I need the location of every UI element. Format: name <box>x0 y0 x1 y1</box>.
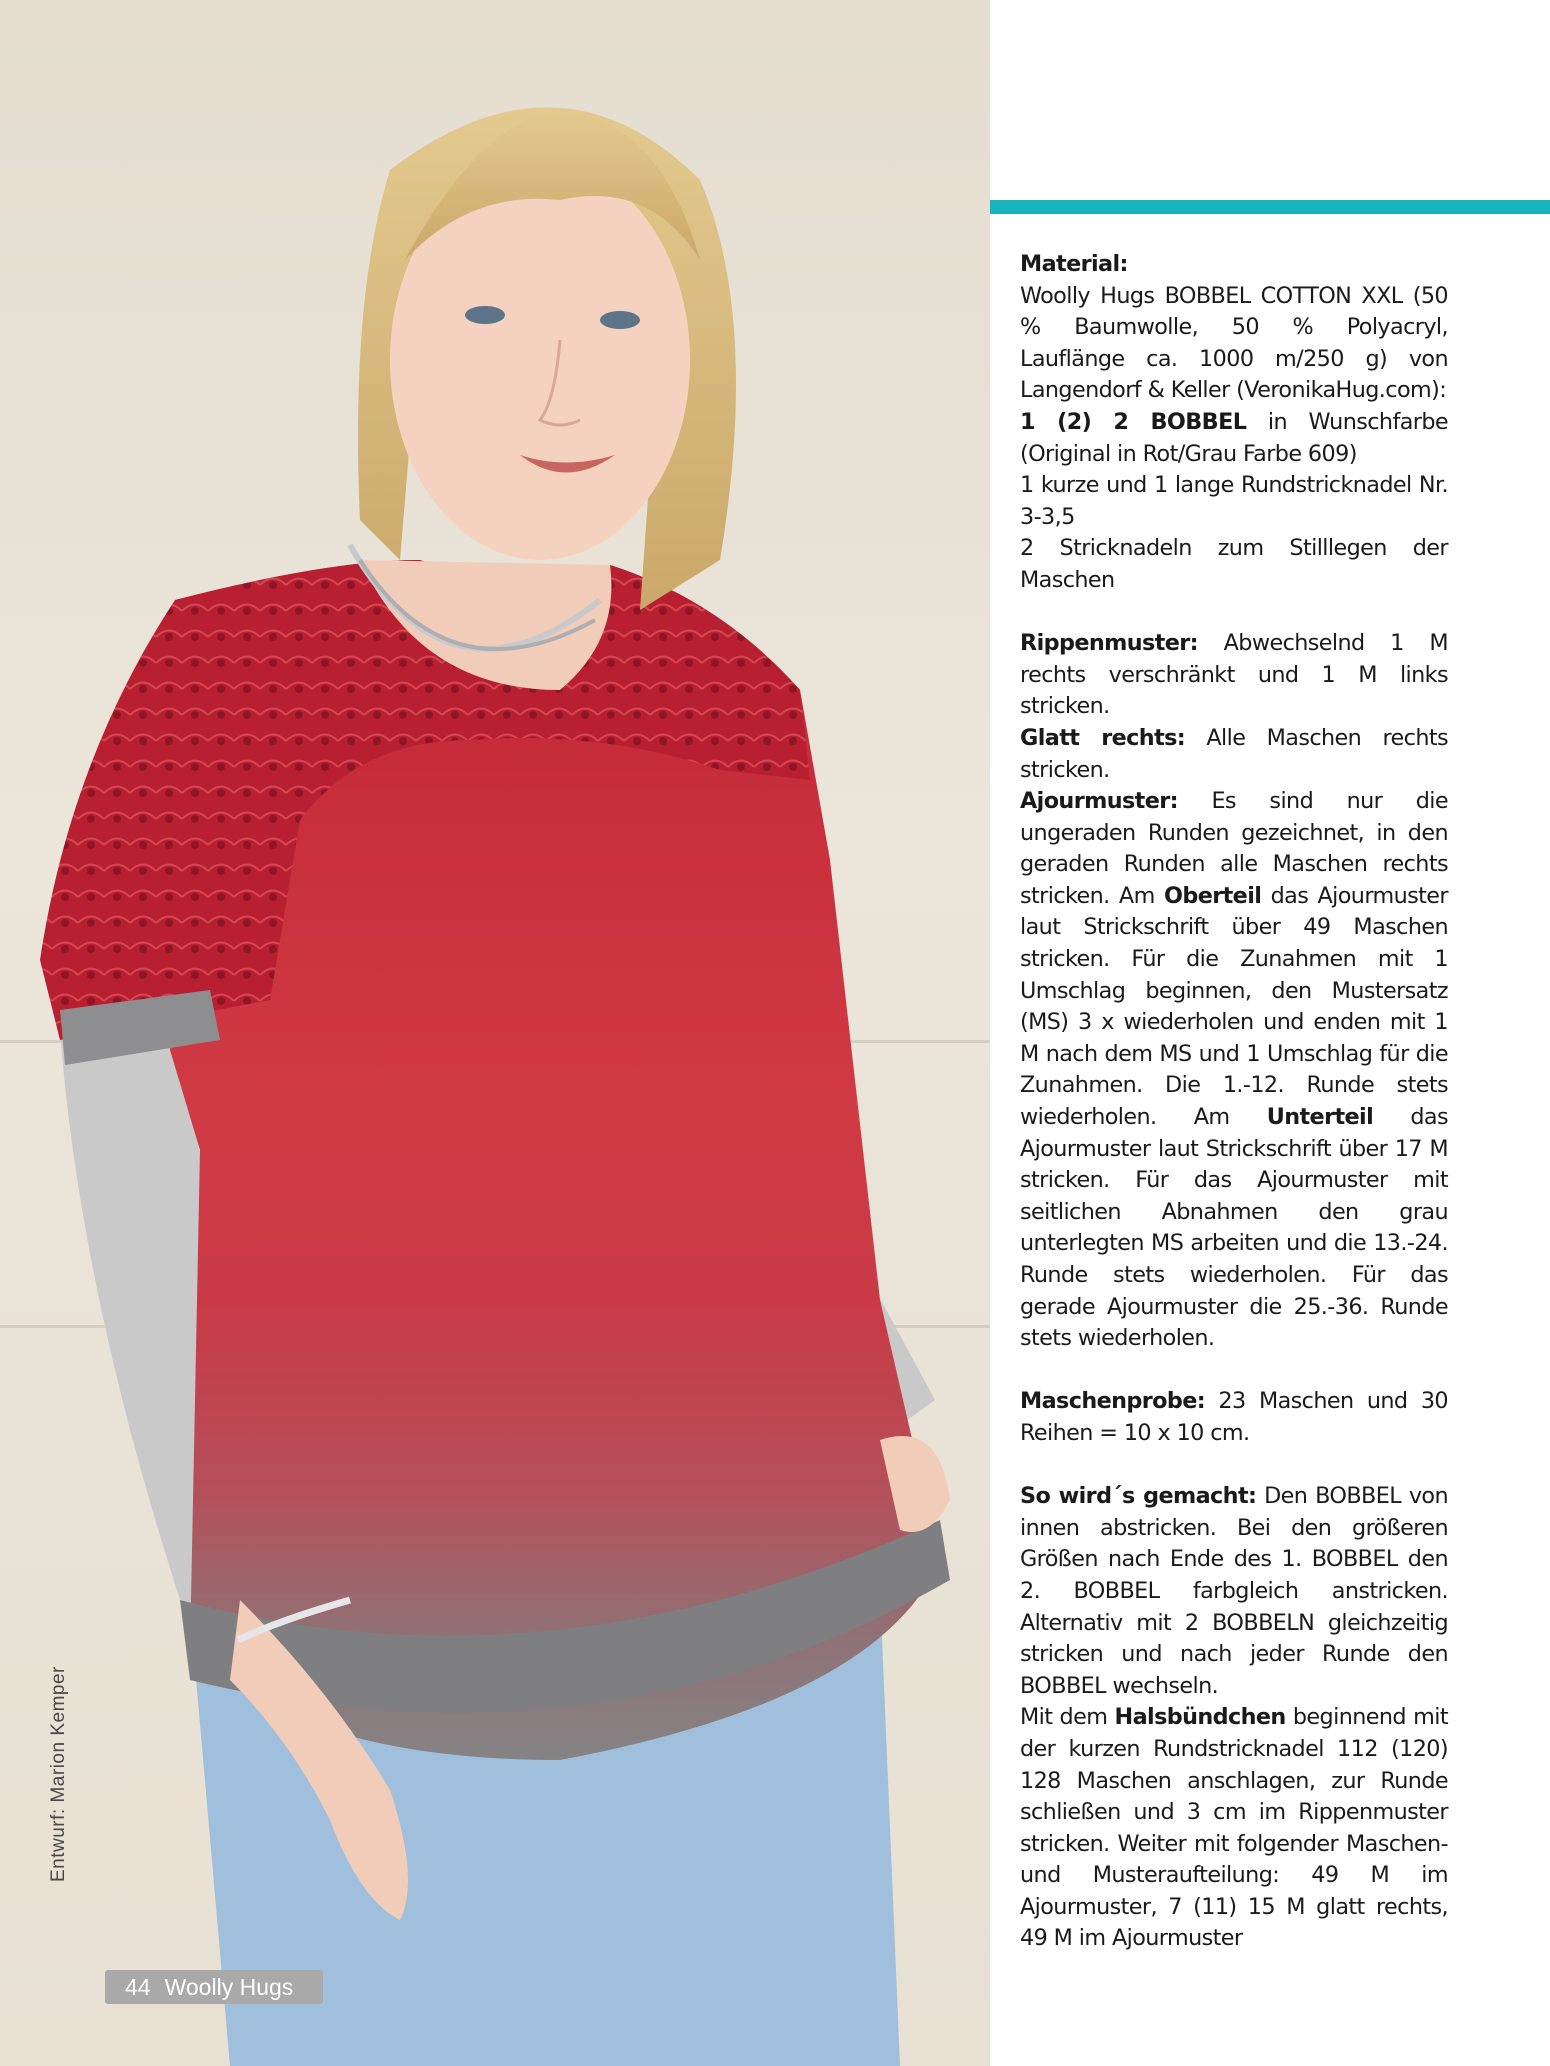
neckband-section <box>1020 1702 1448 1955</box>
lace-text: Es sind nur die ungeraden Runden gezeichnet, in den geraden Runden alle Maschen rechts stricken. Am <box>1020 788 1448 909</box>
lace-text: das Ajourmuster laut Strickschrift über 49 Maschen stricken. Für die Zunahmen mit 1 Umschlag beginnen, den Mustersatz (MS) 3 x wiederholen und enden mit 1 M nach dem MS und 1 Umschlag für die Zunahmen. Die 1.-12. Runde stets wiederholen. Am <box>1020 882 1448 1131</box>
magazine-name: Woolly Hugs <box>164 1974 294 2000</box>
page-number: 44 <box>125 1974 151 2000</box>
eye <box>465 306 505 324</box>
material-color: in Wunschfarbe (Original in Rot/Grau Farbe 609) <box>1020 408 1448 467</box>
rib-text: Abwechselnd 1 M rechts verschränkt und 1 M links stricken. <box>1020 630 1448 720</box>
material-section <box>1020 249 1448 597</box>
neck-text: beginnend mit der kurzen Rundstricknadel 112 (120) 128 Maschen anschlagen, zur Runde schließen und 3 cm im Rippenmuster stricken. Weiter mit folgender Maschen- und Musteraufteilung: 49 M im Ajourmuster, 7 (11) 15 M glatt rechts, 49 M im Ajourmuster <box>1020 1704 1448 1952</box>
accent-bar <box>990 200 1550 214</box>
howto-heading: So wird´s gemacht: <box>1020 1483 1257 1510</box>
lace-section <box>1020 786 1448 1355</box>
rib-section <box>1020 628 1448 723</box>
eye <box>600 311 640 329</box>
lace-bold-unterteil: Unterteil <box>1266 1104 1374 1131</box>
material-quantity: 1 (2) 2 BOBBEL <box>1020 408 1247 435</box>
lace-text: das Ajourmuster laut Strickschrift über 17 M stricken. Für das Ajourmuster mit seitlichen Abnahmen den grau unterlegten MS arbeiten und die 13.-24. Runde stets wiederholen. Für das gerade Ajourmuster die 25.-36. Runde stets wiederholen. <box>1020 1104 1449 1352</box>
instructions-column <box>1020 249 1448 1955</box>
neck-bold: Halsbündchen <box>1114 1704 1286 1731</box>
material-needles: 1 kurze und 1 lange Rundstricknadel Nr. 3-3,5 <box>1020 472 1448 530</box>
stockinette-text: Alle Maschen rechts stricken. <box>1020 724 1449 783</box>
material-heading: Material: <box>1020 251 1128 277</box>
page-footer-tag <box>105 1970 323 2004</box>
designer-credit: Entwurf: Marion Kemper <box>48 1666 69 1882</box>
howto-section <box>1020 1481 1448 1702</box>
howto-text: Den BOBBEL von innen abstricken. Bei den größeren Größen nach Ende des 1. BOBBEL den 2. BOBBEL farbgleich anstricken. Alternativ mit 2 BOBBELN gleichzeitig stricken und nach jeder Runde den BOBBEL wechseln. <box>1020 1483 1448 1699</box>
stockinette-section <box>1020 723 1448 786</box>
neck-prefix: Mit dem <box>1020 1704 1115 1731</box>
material-yarn: Woolly Hugs BOBBEL COTTON XXL (50 % Baumwolle, 50 % Polyacryl, Lauflänge ca. 1000 m/250 g) von Langendorf & Keller (VeronikaHug.com): <box>1020 282 1448 404</box>
gauge-section <box>1020 1386 1448 1449</box>
rib-heading: Rippenmuster: <box>1020 630 1199 657</box>
lace-bold-oberteil: Oberteil <box>1163 882 1262 909</box>
material-holders: 2 Stricknadeln zum Stilllegen der Maschen <box>1020 535 1448 593</box>
gauge-text: 23 Maschen und 30 Reihen = 10 x 10 cm. <box>1020 1388 1448 1446</box>
gauge-heading: Maschenprobe: <box>1020 1388 1206 1415</box>
stockinette-heading: Glatt rechts: <box>1020 724 1186 751</box>
lace-heading: Ajourmuster: <box>1020 788 1178 815</box>
